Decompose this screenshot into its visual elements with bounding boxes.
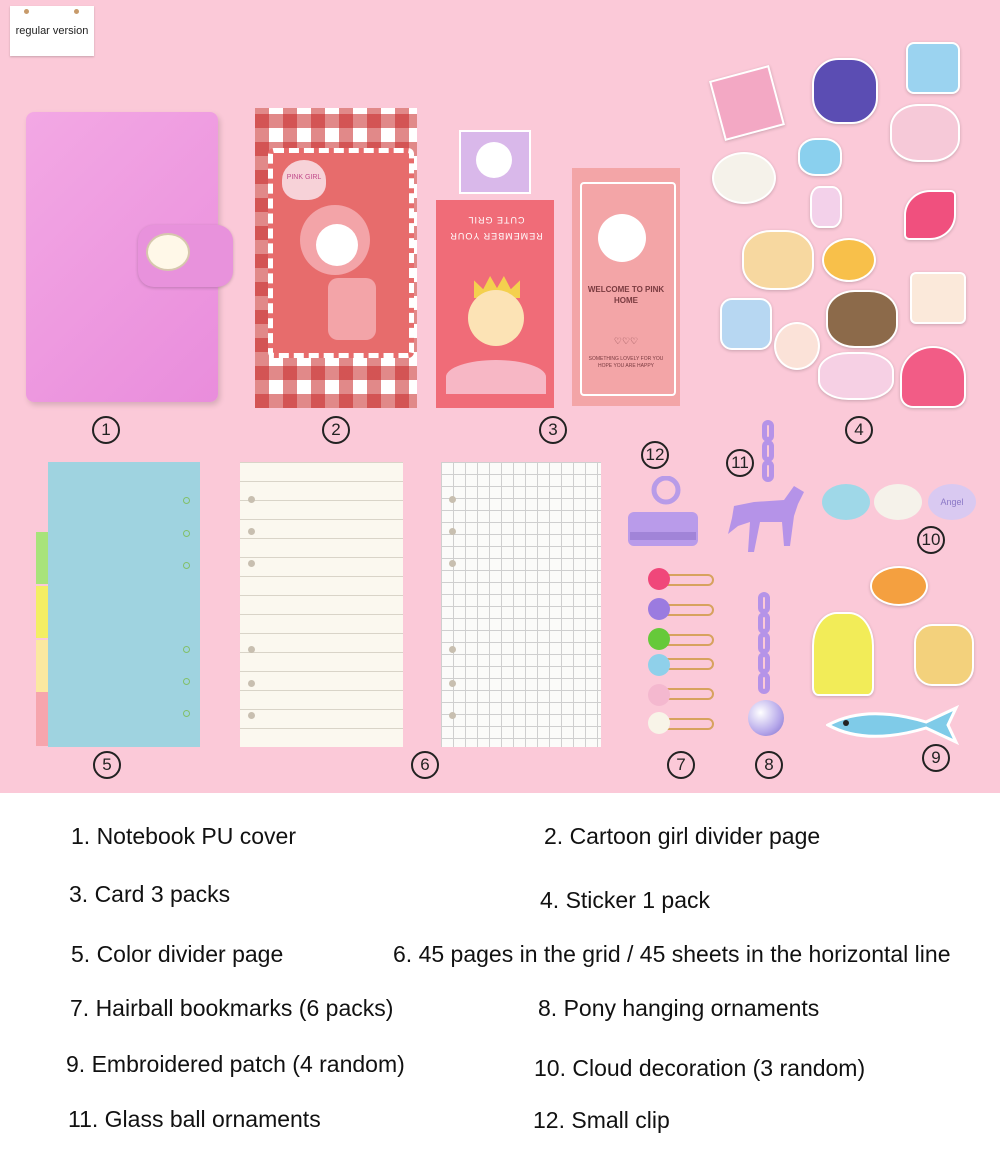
girl-face: [316, 224, 358, 266]
pom-pom-icon: [648, 568, 670, 590]
caption-4: 4. Sticker 1 pack: [540, 887, 711, 913]
pink-card-small-text: SOMETHING LOVELY FOR YOU HOPE YOU ARE HAPPY: [588, 356, 664, 369]
cloud-icon: [822, 484, 870, 520]
lined-page: [240, 462, 403, 747]
number-badge-9: 9: [922, 744, 950, 772]
chain-link-icon: [762, 420, 774, 442]
caption-9: 9. Embroidered patch (4 random): [66, 1051, 405, 1077]
hole-icon: [183, 497, 190, 504]
sticker-bunny: [890, 104, 960, 162]
glass-ball-icon: [748, 700, 784, 736]
caption-5: 5. Color divider page: [71, 941, 284, 967]
hole-icon: [248, 496, 255, 503]
pink-card-face: [598, 214, 646, 262]
pom-pom-icon: [648, 628, 670, 650]
sticker-candy-box: [709, 65, 785, 141]
pink-card-hearts: ♡♡♡: [613, 336, 639, 346]
sticker-bear: [826, 290, 898, 348]
hole-icon: [183, 530, 190, 537]
sticker-candy-jar: [720, 298, 772, 350]
number-badge-8: 8: [755, 751, 783, 779]
hole-icon: [449, 560, 456, 567]
sticker-girl-dress: [812, 58, 878, 124]
sticker-cake: [910, 272, 966, 324]
hole-icon: [248, 712, 255, 719]
chain-link-icon: [758, 672, 770, 694]
sticker-girl-ice-cream: [742, 230, 814, 290]
pom-pom-icon: [648, 712, 670, 734]
heart-button-icon: [146, 233, 190, 271]
hole-icon: [449, 646, 456, 653]
hole-icon: [449, 496, 456, 503]
pony-icon: [724, 476, 814, 560]
hole-icon: [248, 560, 255, 567]
pom-pom-icon: [648, 684, 670, 706]
kid-cape: [446, 360, 546, 394]
number-badge-3: 3: [539, 416, 567, 444]
cloud-icon: Angel: [928, 484, 976, 520]
sticker-pencil: [798, 138, 842, 176]
number-badge-2: 2: [322, 416, 350, 444]
caption-10: 10. Cloud decoration (3 random): [534, 1055, 866, 1081]
small-card-face: [476, 142, 512, 178]
caption-11: 11. Glass ball ornaments: [68, 1106, 321, 1132]
caption-2: 2. Cartoon girl divider page: [544, 823, 821, 849]
pom-pom-icon: [648, 654, 670, 676]
sticker-sheep: [712, 152, 776, 204]
caption-8: 8. Pony hanging ornaments: [538, 995, 820, 1021]
caption-6: 6. 45 pages in the grid / 45 sheets in the horizontal line: [393, 941, 951, 967]
pin-icon: [74, 9, 79, 14]
pom-pom-icon: [648, 598, 670, 620]
version-label: regular version: [15, 25, 89, 37]
fish-patch-icon: [826, 704, 960, 746]
chain-link-icon: [762, 440, 774, 462]
number-badge-12: 12: [641, 441, 669, 469]
binder-clip-icon: [624, 476, 700, 552]
chain-link-icon: [758, 652, 770, 674]
sticker-lips: [774, 322, 820, 370]
hole-icon: [449, 528, 456, 535]
hole-icon: [248, 680, 255, 687]
hole-icon: [248, 646, 255, 653]
hole-icon: [183, 710, 190, 717]
hairball-bookmarks: [648, 568, 714, 744]
caption-7: 7. Hairball bookmarks (6 packs): [70, 995, 394, 1021]
version-tag: [10, 6, 94, 56]
planet-patch-icon: [870, 566, 928, 606]
number-badge-5: 5: [93, 751, 121, 779]
number-badge-7: 7: [667, 751, 695, 779]
hole-icon: [183, 678, 190, 685]
kid-illustration: [468, 290, 524, 346]
number-badge-1: 1: [92, 416, 120, 444]
sticker-drink: [810, 186, 842, 228]
pink-card-text: WELCOME TO PINK HOME: [587, 285, 665, 305]
red-card-text: REMEMBER YOUR CUTE GRIL: [449, 215, 543, 241]
girl-body: [328, 278, 376, 340]
hole-icon: [449, 680, 456, 687]
hole-icon: [449, 712, 456, 719]
chain-link-icon: [758, 632, 770, 654]
caption-3: 3. Card 3 packs: [69, 881, 231, 907]
sticker-bow: [904, 190, 956, 240]
chain-link-icon: [758, 592, 770, 614]
hole-icon: [183, 562, 190, 569]
caption-1: 1. Notebook PU cover: [71, 823, 297, 849]
hole-icon: [248, 528, 255, 535]
number-badge-4: 4: [845, 416, 873, 444]
hole-icon: [183, 646, 190, 653]
caption-12: 12. Small clip: [533, 1107, 670, 1133]
cat-cake-patch-icon: [914, 624, 974, 686]
grid-page: [441, 462, 601, 747]
number-badge-11: 11: [726, 449, 754, 477]
sticker-girl-lying: [818, 352, 894, 400]
sticker-house: [900, 346, 966, 408]
chain-link-icon: [758, 612, 770, 634]
color-divider-page: [48, 462, 200, 747]
sticker-ice-cream: [822, 238, 876, 282]
sticker-gift-box: [906, 42, 960, 94]
pin-icon: [24, 9, 29, 14]
cloud-icon: [874, 484, 922, 520]
number-badge-6: 6: [411, 751, 439, 779]
princess-patch-icon: [812, 612, 874, 696]
number-badge-10: 10: [917, 526, 945, 554]
pink-girl-heart: PINK GIRL: [282, 160, 326, 200]
